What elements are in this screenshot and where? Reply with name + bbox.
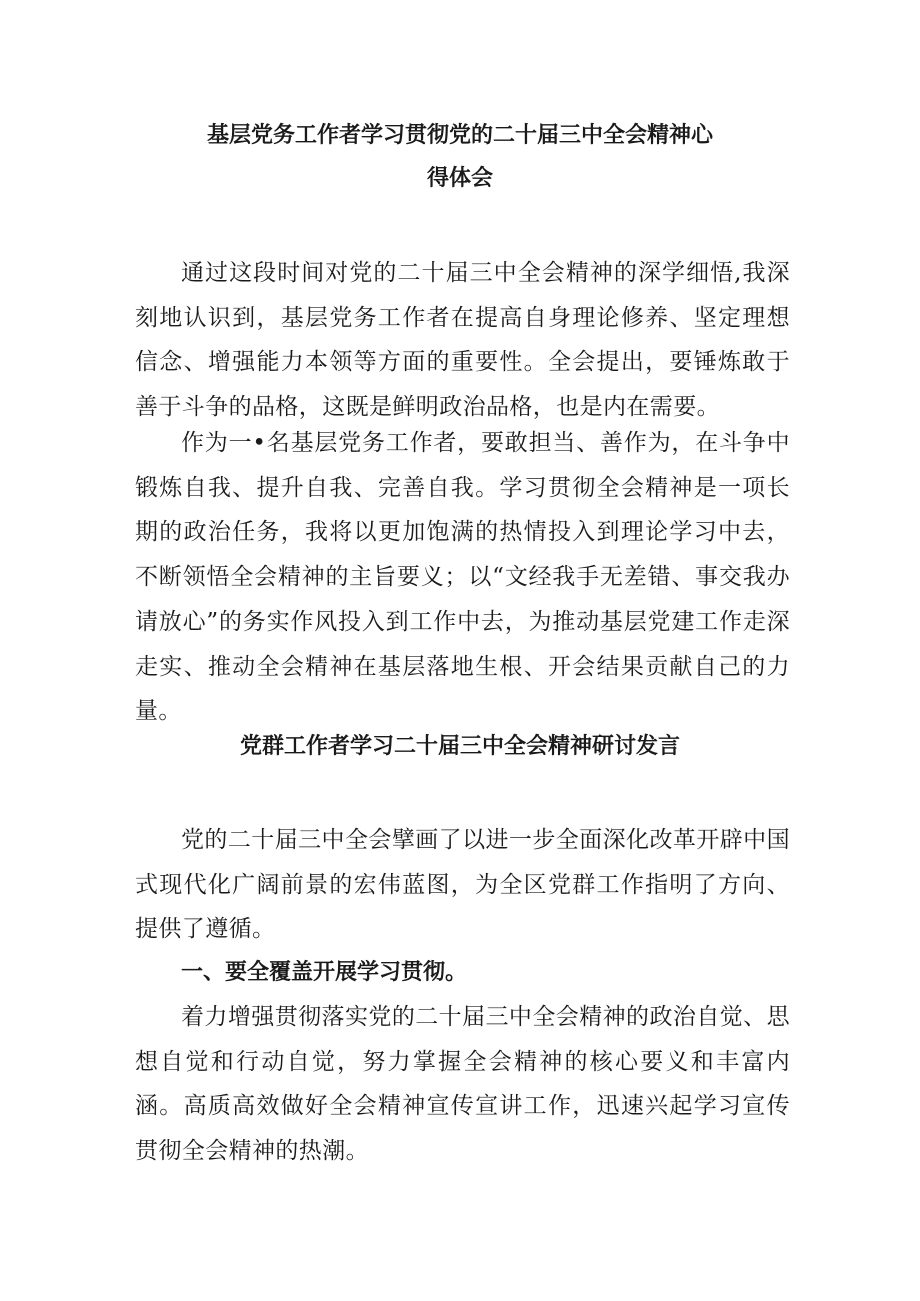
article2-section1-paragraph: 着力增强贯彻落实党的二十届三中全会精神的政治自觉、思想自觉和行动自觉，努力掌握全会精神的核心要义和丰富内涵。高质高效做好全会精神宣传宣讲工作，迅速兴起学习宣传贯彻全会精神的热潮。 bbox=[135, 1004, 790, 1165]
article1-title-line1: 基层党务工作者学习贯彻党的二十届三中全会精神心 bbox=[206, 123, 713, 148]
article2-intro-paragraph: 党的二十届三中全会擘画了以进一步全面深化改革开辟中国式现代化广阔前景的宏伟蓝图，为全区党群工作指明了方向、提供了遵循。 bbox=[135, 827, 790, 943]
article1-paragraph-2: 作为一•名基层党务工作者，要敢担当、善作为，在斗争中锻炼自我、提升自我、完善自我。学习贯彻全会精神是一项长期的政治任务，我将以更加饱满的热情投入到理论学习中去，不断领悟全会精神的主旨要义；以“文经我手无差错、事交我办请放心”的务实作风投入到工作中去，为推动基层党建工作走深走实、推动全会精神在基层落地生根、开会结果贡献自己的力量。 bbox=[135, 430, 790, 725]
article1-paragraph-1: 通过这段时间对党的二十届三中全会精神的深学细悟,我深刻地认识到，基层党务工作者在提高自身理论修养、坚定理想信念、增强能力本领等方面的重要性。全会提出，要锤炼敢于善于斗争的品格，这既是鲜明政治品格，也是内在需要。 bbox=[135, 260, 790, 421]
article1-title-line2: 得体会 bbox=[426, 166, 493, 191]
article2-title: 党群工作者学习二十届三中全会精神研讨发言 bbox=[239, 734, 680, 759]
article2-section1-heading: 一、要全覆盖开展学习贯彻。 bbox=[181, 960, 468, 985]
